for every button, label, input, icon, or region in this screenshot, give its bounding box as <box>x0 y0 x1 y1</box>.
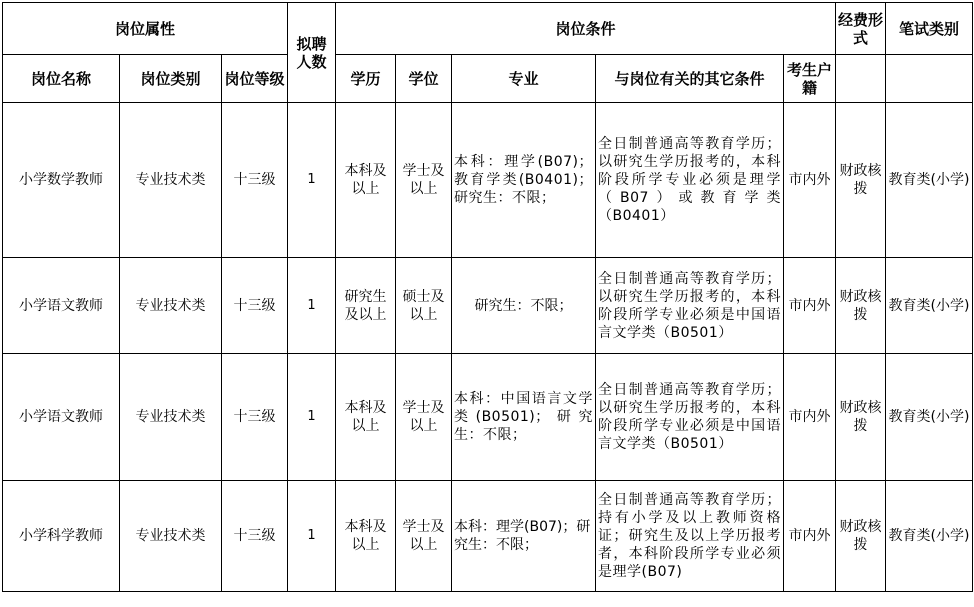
cell-other-conditions: 全日制普通高等教育学历；以研究生学历报考的，本科阶段所学专业必须是中国语言文学类（B0501） <box>596 258 784 354</box>
header-exam-type: 笔试类别 <box>886 3 973 55</box>
cell-funding: 财政核拨 <box>836 354 886 481</box>
header-funding: 经费形式 <box>836 3 886 55</box>
cell-position-category: 专业技术类 <box>120 481 222 592</box>
cell-funding: 财政核拨 <box>836 481 886 592</box>
table-row <box>3 354 973 481</box>
header-row-1 <box>3 3 973 55</box>
table-row <box>3 481 973 592</box>
cell-education: 本科及以上 <box>336 354 396 481</box>
cell-quota: 1 <box>288 354 336 481</box>
header-quota: 拟聘人数 <box>288 3 336 103</box>
cell-major: 本科：中国语言文学类(B0501)；研究生：不限； <box>452 354 596 481</box>
header-position-attributes: 岗位属性 <box>3 3 288 55</box>
cell-major: 研究生：不限； <box>452 258 596 354</box>
cell-degree: 学士及以上 <box>396 103 452 258</box>
cell-exam-type: 教育类(小学) <box>886 103 973 258</box>
cell-position-name: 小学语文教师 <box>3 354 120 481</box>
cell-position-name: 小学数学教师 <box>3 103 120 258</box>
cell-quota: 1 <box>288 258 336 354</box>
cell-quota: 1 <box>288 481 336 592</box>
cell-household: 市内外 <box>784 481 836 592</box>
cell-degree: 学士及以上 <box>396 481 452 592</box>
header-major: 专业 <box>452 55 596 103</box>
cell-position-category: 专业技术类 <box>120 103 222 258</box>
cell-position-name: 小学科学教师 <box>3 481 120 592</box>
cell-other-conditions: 全日制普通高等教育学历；以研究生学历报考的，本科阶段所学专业必须是理学（B07）或教育学类（B0401） <box>596 103 784 258</box>
cell-other-conditions: 全日制普通高等教育学历；持有小学及以上教师资格证；研究生及以上学历报考者，本科阶段所学专业必须是理学(B07) <box>596 481 784 592</box>
cell-household: 市内外 <box>784 354 836 481</box>
cell-position-category: 专业技术类 <box>120 258 222 354</box>
header-household: 考生户籍 <box>784 55 836 103</box>
cell-degree: 学士及以上 <box>396 354 452 481</box>
header-position-name: 岗位名称 <box>3 55 120 103</box>
cell-major: 本科：理学(B07)；教育学类(B0401)；研究生：不限； <box>452 103 596 258</box>
cell-household: 市内外 <box>784 103 836 258</box>
cell-position-grade: 十三级 <box>222 258 288 354</box>
cell-position-grade: 十三级 <box>222 481 288 592</box>
recruitment-table <box>2 2 973 592</box>
header-row-2 <box>3 55 973 103</box>
cell-household: 市内外 <box>784 258 836 354</box>
cell-exam-type: 教育类(小学) <box>886 481 973 592</box>
cell-other-conditions: 全日制普通高等教育学历；以研究生学历报考的，本科阶段所学专业必须是中国语言文学类（B0501） <box>596 354 784 481</box>
header-education: 学历 <box>336 55 396 103</box>
header-position-conditions: 岗位条件 <box>336 3 836 55</box>
header-exam-blank <box>886 55 973 103</box>
cell-education: 本科及以上 <box>336 481 396 592</box>
header-other-conditions: 与岗位有关的其它条件 <box>596 55 784 103</box>
header-position-category: 岗位类别 <box>120 55 222 103</box>
header-position-grade: 岗位等级 <box>222 55 288 103</box>
cell-education: 本科及以上 <box>336 103 396 258</box>
table-row <box>3 258 973 354</box>
table-row <box>3 103 973 258</box>
cell-exam-type: 教育类(小学) <box>886 258 973 354</box>
header-degree: 学位 <box>396 55 452 103</box>
cell-funding: 财政核拨 <box>836 258 886 354</box>
cell-education: 研究生及以上 <box>336 258 396 354</box>
cell-degree: 硕士及以上 <box>396 258 452 354</box>
cell-position-grade: 十三级 <box>222 103 288 258</box>
header-funding-blank <box>836 55 886 103</box>
cell-major: 本科：理学(B07)；研究生：不限； <box>452 481 596 592</box>
cell-position-grade: 十三级 <box>222 354 288 481</box>
cell-quota: 1 <box>288 103 336 258</box>
cell-exam-type: 教育类(小学) <box>886 354 973 481</box>
cell-funding: 财政核拨 <box>836 103 886 258</box>
cell-position-name: 小学语文教师 <box>3 258 120 354</box>
cell-position-category: 专业技术类 <box>120 354 222 481</box>
